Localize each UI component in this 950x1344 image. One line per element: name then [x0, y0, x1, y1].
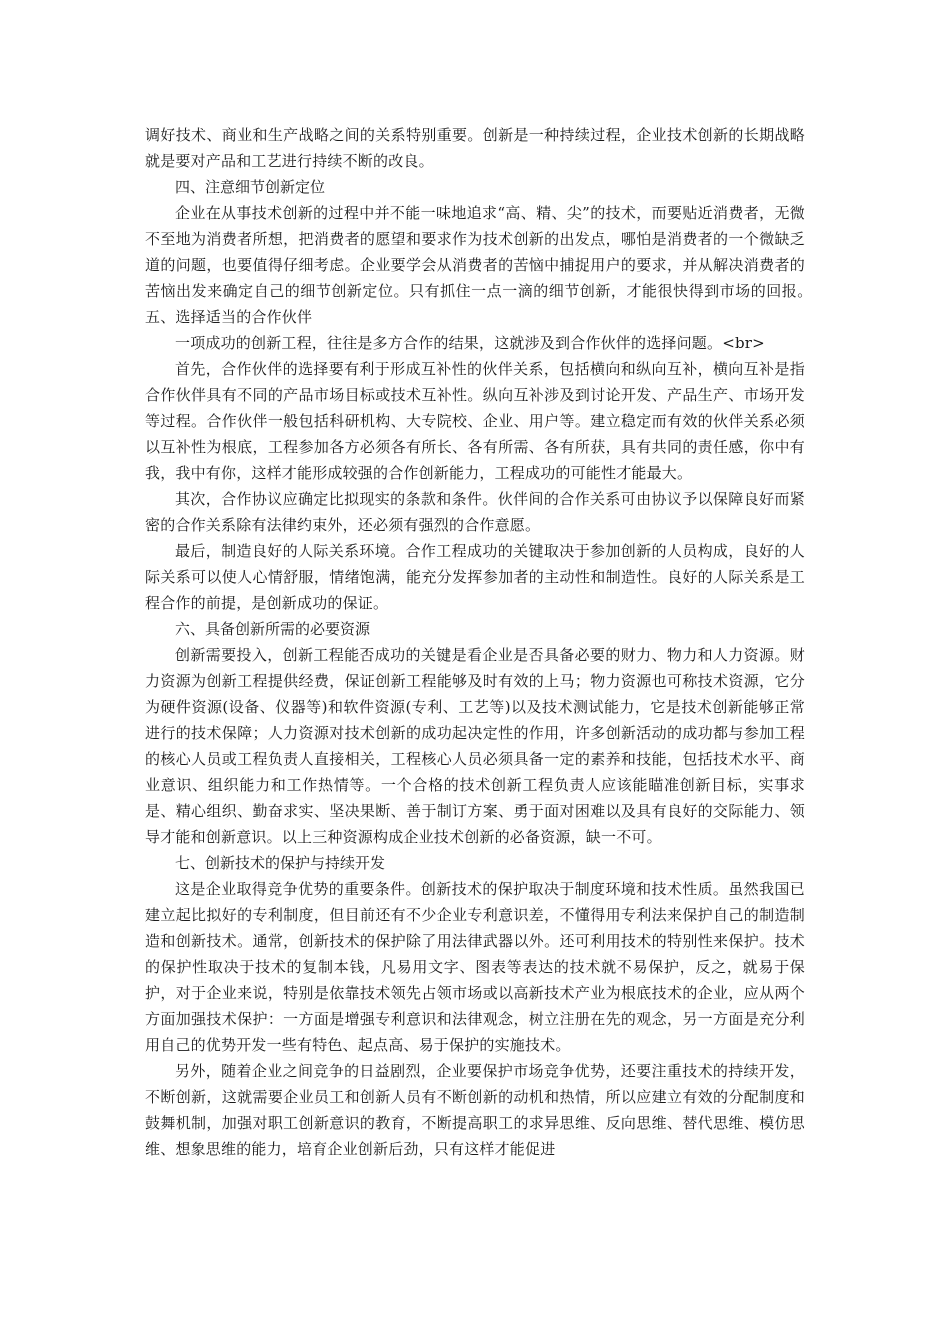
paragraph-continuation: 调好技术、商业和生产战略之间的关系特别重要。创新是一种持续过程，企业技术创新的长期战略就是要对产品和工艺进行持续不断的改良。	[145, 126, 805, 170]
paragraph-continuous-dev: 另外，随着企业之间竞争的日益剧烈，企业要保护市场竞争优势，还要注重技术的持续开发，不断创新，这就需要企业员工和创新人员有不断创新的动机和热情，所以应建立有效的分配制度和鼓舞机制，加强对职工创新意识的教育，不断提高职工的求异思维、反向思维、替代思维、模仿思维、想象思维的能力，培育企业创新后劲，只有这样才能促进	[145, 1062, 805, 1158]
section-heading-7: 七、创新技术的保护与持续开发	[175, 854, 386, 872]
paragraph-resources: 创新需要投入，创新工程能否成功的关键是看企业是否具备必要的财力、物力和人力资源。财力资源为创新工程提供经费，保证创新工程能够及时有效的上马；物力资源也可称技术资源，它分为硬件资源(设备、仪器等)和软件资源(专利、工艺等)以及技术测试能力，它是技术创新能够正常进行的技术保障；人力资源对技术创新的成功起决定性的作用，许多创新活动的成功都与参加工程的核心人员或工程负责人直接相关，工程核心人员必须具备一定的素养和技能，包括技术水平、商业意识、组织能力和工作热情等。一个合格的技术创新工程负责人应该能瞄准创新目标，实事求是、精心组织、勤奋求实、坚决果断、善于制订方案、勇于面对困难以及具有良好的交际能力、领导才能和创新意识。以上三种资源构成企业技术创新的必备资源，缺一不可。	[145, 646, 805, 846]
section-heading-6: 六、具备创新所需的必要资源	[175, 620, 371, 638]
paragraph-partner-first: 首先，合作伙伴的选择要有利于形成互补性的伙伴关系，包括横向和纵向互补，横向互补是指合作伙伴具有不同的产品市场目标或技术互补性。纵向互补涉及到讨论开发、产品生产、市场开发等过程。合作伙伴一般包括科研机构、大专院校、企业、用户等。建立稳定而有效的伙伴关系必须以互补性为根底，工程参加各方必须各有所长、各有所需、各有所获，具有共同的责任感，你中有我，我中有你，这样才能形成较强的合作创新能力，工程成功的可能性才能最大。	[145, 360, 805, 482]
paragraph-partner-intro: 一项成功的创新工程，往往是多方合作的结果，这就涉及到合作伙伴的选择问题。<br>	[175, 334, 765, 352]
paragraph-protection: 这是企业取得竞争优势的重要条件。创新技术的保护取决于制度环境和技术性质。虽然我国已建立起比拟好的专利制度，但目前还有不少企业专利意识差，不懂得用专利法来保护自己的制造制造和创新技术。通常，创新技术的保护除了用法律武器以外。还可利用技术的特别性来保护。技术的保护性取决于技术的复制本钱，凡易用文字、图表等表达的技术就不易保护，反之，就易于保护，对于企业来说，特别是依靠技术领先占领市场或以高新技术产业为根底技术的企业，应从两个方面加强技术保护：一方面是增强专利意识和法律观念，树立注册在先的观念，另一方面是充分利用自己的优势开发一些有特色、起点高、易于保护的实施技术。	[145, 880, 805, 1054]
document-page	[145, 122, 851, 1162]
paragraph-partner-second: 其次，合作协议应确定比拟现实的条款和条件。伙伴间的合作关系可由协议予以保障良好而紧密的合作关系除有法律约束外，还必须有强烈的合作意愿。	[145, 490, 805, 534]
section-heading-4: 四、注意细节创新定位	[175, 178, 326, 196]
paragraph-partner-last: 最后，制造良好的人际关系环境。合作工程成功的关键取决于参加创新的人员构成，良好的人际关系可以使人心情舒服，情绪饱满，能充分发挥参加者的主动性和制造性。良好的人际关系是工程合作的前提，是创新成功的保证。	[145, 542, 805, 612]
paragraph-detail-innovation: 企业在从事技术创新的过程中并不能一味地追求“高、精、尖”的技术，而要贴近消费者，无微不至地为消费者所想，把消费者的愿望和要求作为技术创新的出发点，哪怕是消费者的一个微缺乏道的问题，也要值得仔细考虑。企业要学会从消费者的苦恼中捕捉用户的要求，并从解决消费者的苦恼出发来确定自己的细节创新定位。只有抓住一点一滴的细节创新，才能很快得到市场的回报。 五、选择适当的合作伙伴	[145, 204, 851, 326]
